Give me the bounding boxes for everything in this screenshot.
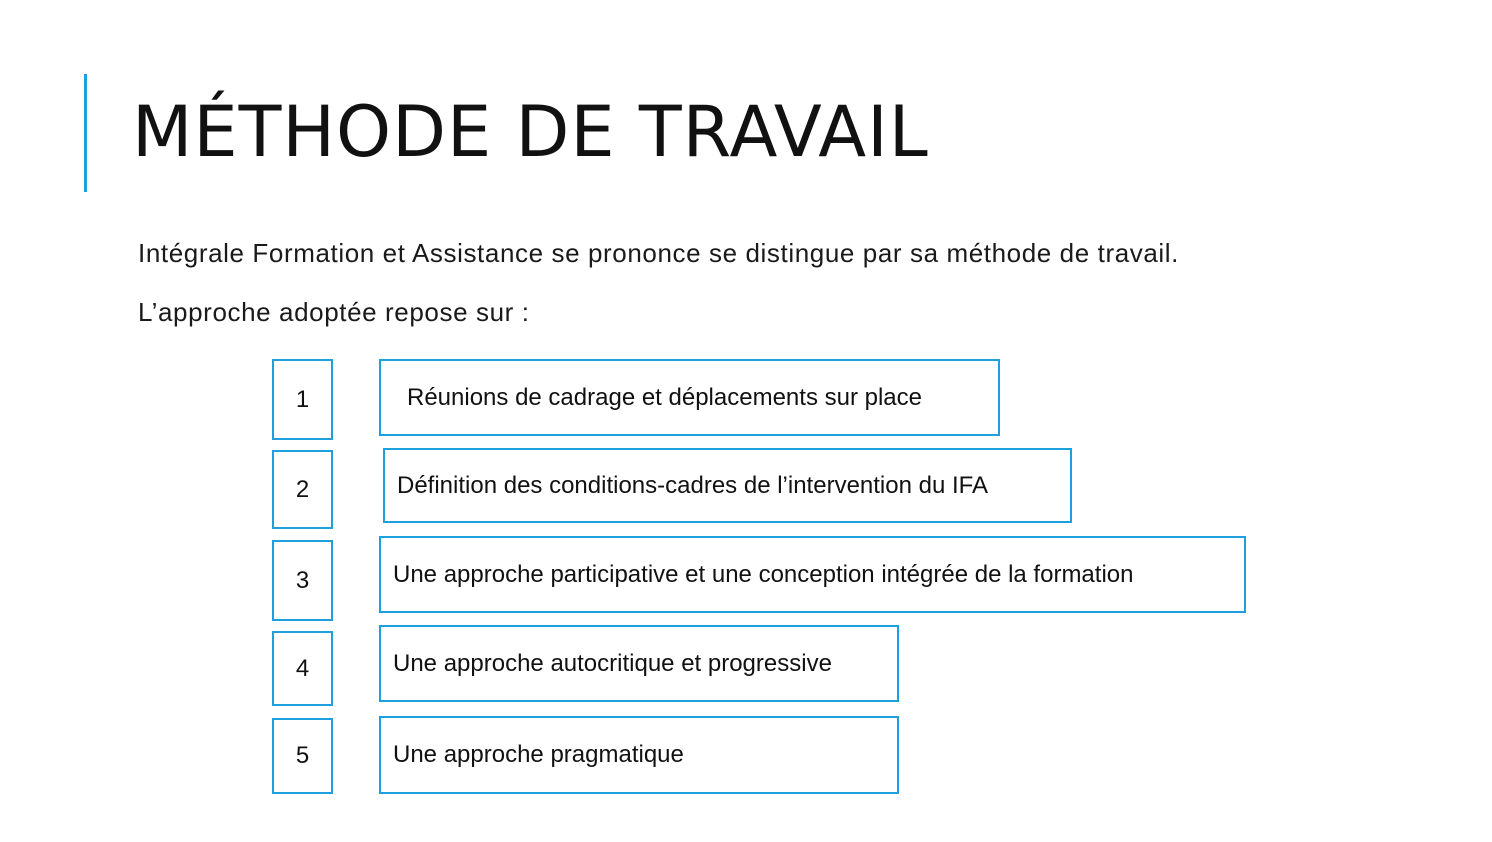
step-2-text: Définition des conditions-cadres de l’intervention du IFA	[383, 448, 1072, 523]
step-5-number: 5	[272, 718, 333, 794]
slide-title: MÉTHODE DE TRAVAIL	[132, 91, 929, 173]
title-accent-bar	[84, 74, 87, 192]
step-1-number: 1	[272, 359, 333, 440]
step-1-text: Réunions de cadrage et déplacements sur place	[379, 359, 1000, 436]
step-5-text: Une approche pragmatique	[379, 716, 899, 794]
step-4-number: 4	[272, 631, 333, 706]
step-3-number: 3	[272, 540, 333, 621]
step-4-text: Une approche autocritique et progressive	[379, 625, 899, 702]
approach-paragraph: L’approche adoptée repose sur :	[138, 297, 530, 327]
step-3-text: Une approche participative et une conception intégrée de la formation	[379, 536, 1246, 613]
step-2-number: 2	[272, 450, 333, 529]
intro-paragraph: Intégrale Formation et Assistance se prononce se distingue par sa méthode de travail.	[138, 238, 1180, 268]
